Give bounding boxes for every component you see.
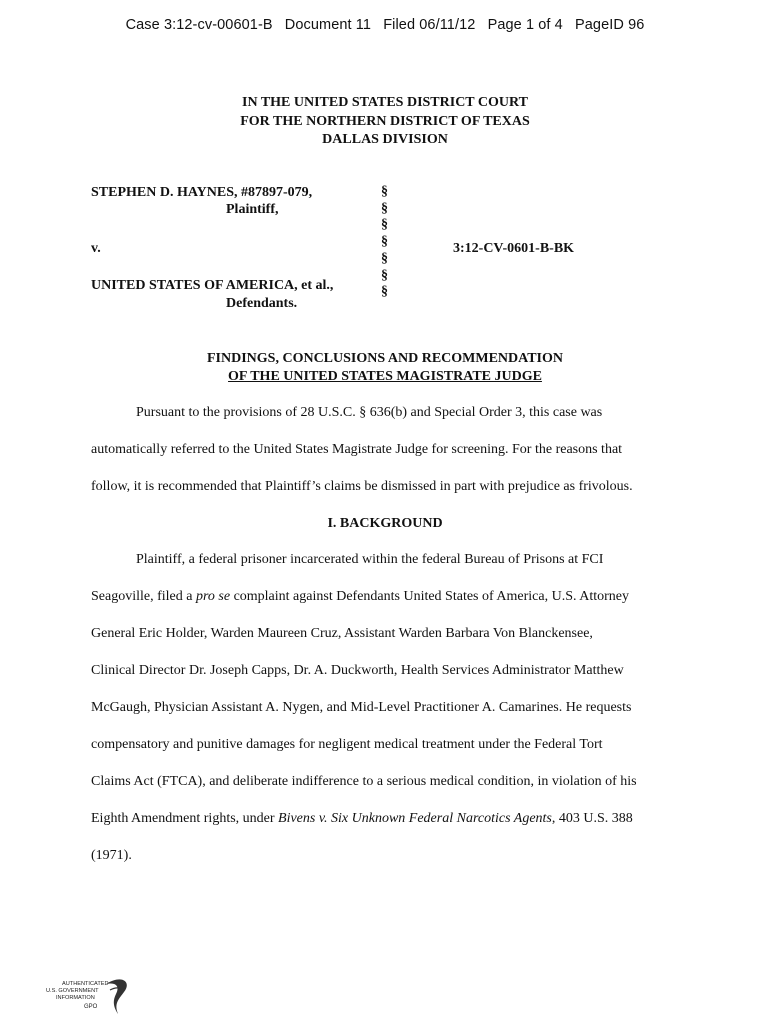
- background-line-4: Clinical Director Dr. Joseph Capps, Dr. A. Duckworth, Health Services Administrator Matthew: [91, 663, 624, 678]
- versus: v.: [91, 241, 101, 256]
- title-line-1: FINDINGS, CONCLUSIONS AND RECOMMENDATION: [207, 351, 563, 366]
- background-line-7: Claims Act (FTCA), and deliberate indifference to a serious medical condition, in violation of his: [91, 774, 637, 789]
- seal-line-2: U.S. GOVERNMENT: [46, 988, 99, 994]
- case-number: 3:12-CV-0601-B-BK: [453, 241, 575, 256]
- background-line-5: McGaugh, Physician Assistant A. Nygen, and Mid-Level Practitioner A. Camarines. He requests: [91, 700, 632, 715]
- background-paragraph: [91, 541, 691, 874]
- section-symbol: §: [381, 234, 388, 250]
- eagle-emblem-icon: [106, 979, 127, 1014]
- intro-line-2: automatically referred to the United States Magistrate Judge for screening. For the reasons that: [91, 442, 623, 457]
- section-symbol: §: [381, 200, 388, 216]
- intro-line-1: Pursuant to the provisions of 28 U.S.C. § 636(b) and Special Order 3, this case was: [136, 405, 603, 420]
- intro-paragraph: [91, 394, 691, 505]
- text-fragment: Seagoville, filed a: [91, 589, 196, 604]
- section-symbol: §: [381, 284, 388, 300]
- background-line-2: [91, 578, 691, 615]
- text-fragment: , 403 U.S. 388: [551, 811, 633, 826]
- seal-line-3: INFORMATION: [56, 995, 95, 1001]
- section-heading-background: I. BACKGROUND: [327, 516, 443, 531]
- seal-line-1: AUTHENTICATED: [62, 981, 109, 987]
- defendant-name: UNITED STATES OF AMERICA, et al.,: [91, 278, 334, 293]
- title-line-2: OF THE UNITED STATES MAGISTRATE JUDGE: [228, 369, 542, 384]
- intro-line-3: follow, it is recommended that Plaintiff’s claims be dismissed in part with prejudice as frivolous.: [91, 479, 633, 494]
- background-line-8: [91, 800, 691, 837]
- section-symbol: §: [381, 267, 388, 283]
- case-number-header: Case 3:12-cv-00601-B: [125, 17, 273, 33]
- gpo-authentication-seal: [44, 974, 134, 1020]
- seal-line-4: GPO: [84, 1004, 98, 1010]
- document-number: Document 11: [284, 17, 372, 33]
- court-line-2: FOR THE NORTHERN DISTRICT OF TEXAS: [240, 113, 530, 129]
- background-line-1: Plaintiff, a federal prisoner incarcerated within the federal Bureau of Prisons at FCI: [136, 552, 604, 567]
- page-id: PageID 96: [575, 17, 645, 33]
- court-line-3: DALLAS DIVISION: [322, 132, 448, 147]
- filed-date: Filed 06/11/12: [383, 17, 476, 33]
- plaintiff-role: Plaintiff,: [226, 202, 279, 217]
- text-fragment: complaint against Defendants United States of America, U.S. Attorney: [230, 589, 629, 604]
- court-title: [0, 94, 770, 150]
- background-line-9: (1971).: [91, 848, 132, 863]
- section-symbol: §: [381, 250, 388, 266]
- italic-pro-se: pro se: [195, 589, 231, 604]
- section-symbol-column: [381, 184, 395, 301]
- italic-case-citation: Bivens v. Six Unknown Federal Narcotics Agents: [278, 811, 552, 826]
- background-line-3: General Eric Holder, Warden Maureen Cruz, Assistant Warden Barbara Von Blanckensee,: [91, 626, 593, 641]
- case-header: [0, 17, 770, 33]
- text-fragment: Eighth Amendment rights, under: [91, 811, 279, 826]
- court-line-1: IN THE UNITED STATES DISTRICT COURT: [242, 95, 528, 110]
- defendant-role: Defendants.: [226, 296, 298, 311]
- section-symbol: §: [381, 217, 388, 233]
- plaintiff-name: STEPHEN D. HAYNES, #87897-079,: [91, 185, 313, 200]
- background-line-6: compensatory and punitive damages for negligent medical treatment under the Federal Tort: [91, 737, 603, 752]
- document-title: [0, 350, 770, 386]
- page-indicator: Page 1 of 4: [487, 17, 563, 33]
- section-symbol: §: [381, 184, 388, 199]
